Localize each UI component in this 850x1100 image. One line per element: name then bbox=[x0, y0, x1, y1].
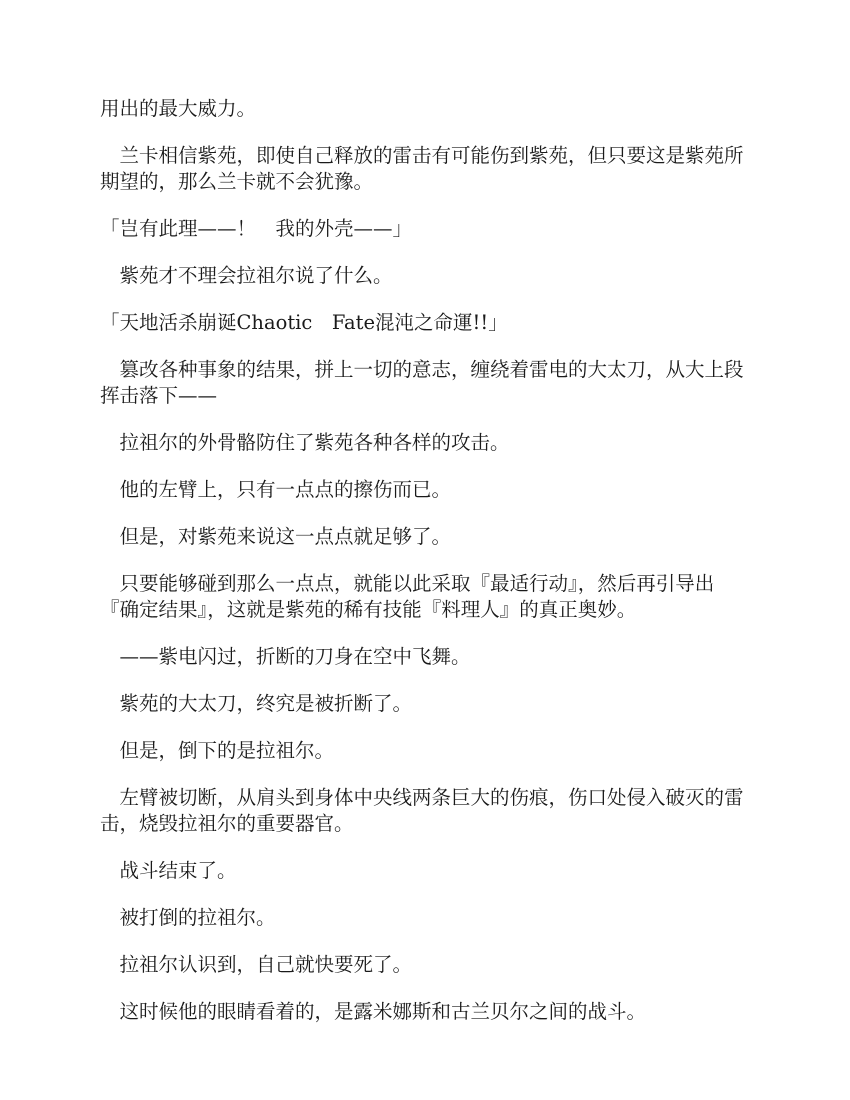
paragraph: 紫苑的大太刀，终究是被折断了。 bbox=[100, 692, 413, 715]
paragraph: 只要能够碰到那么一点点，就能以此采取『最适行动』，然后再引导出『确定结果』，这就是紫苑的稀有技能『料理人』的真正奥妙。 bbox=[100, 572, 715, 621]
document-page bbox=[100, 96, 745, 1046]
paragraph: 被打倒的拉祖尔。 bbox=[100, 906, 276, 929]
paragraph: 但是，对紫苑来说这一点点就足够了。 bbox=[100, 525, 452, 548]
paragraph: 左臂被切断，从肩头到身体中央线两条巨大的伤痕，伤口处侵入破灭的雷击，烧毁拉祖尔的重要器官。 bbox=[100, 786, 744, 835]
paragraph: 紫苑才不理会拉祖尔说了什么。 bbox=[100, 264, 393, 287]
paragraph: 兰卡相信紫苑，即使自己释放的雷击有可能伤到紫苑，但只要这是紫苑所期望的，那么兰卡就不会犹豫。 bbox=[100, 144, 744, 193]
paragraph: 篡改各种事象的结果，拼上一切的意志，缠绕着雷电的大太刀，从大上段挥击落下—— bbox=[100, 358, 744, 407]
paragraph: 拉祖尔的外骨骼防住了紫苑各种各样的攻击。 bbox=[100, 431, 510, 454]
paragraph: 他的左臂上，只有一点点的擦伤而已。 bbox=[100, 478, 452, 501]
paragraph: 用出的最大威力。 bbox=[100, 97, 257, 120]
paragraph: 「岂有此理——！ 我的外壳——」 bbox=[100, 217, 413, 240]
paragraph: 战斗结束了。 bbox=[100, 859, 237, 882]
paragraph: 拉祖尔认识到，自己就快要死了。 bbox=[100, 953, 413, 976]
paragraph: 但是，倒下的是拉祖尔。 bbox=[100, 739, 335, 762]
paragraph: 这时候他的眼睛看着的，是露米娜斯和古兰贝尔之间的战斗。 bbox=[100, 1000, 647, 1023]
paragraph: ——紫电闪过，折断的刀身在空中飞舞。 bbox=[100, 645, 471, 668]
paragraph: 「天地活杀崩诞Chaotic Fate混沌之命運!!」 bbox=[100, 311, 508, 334]
